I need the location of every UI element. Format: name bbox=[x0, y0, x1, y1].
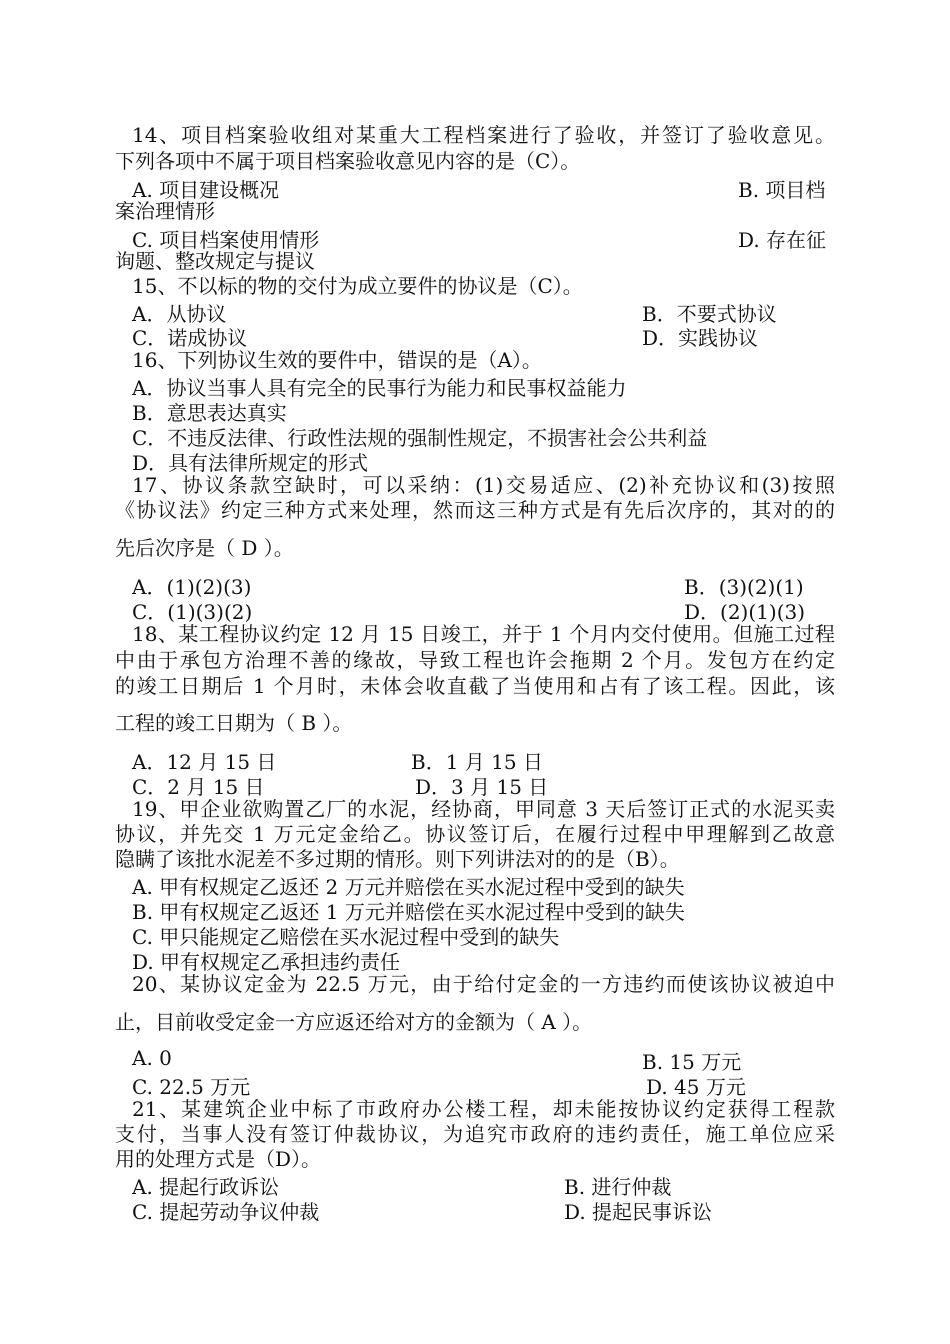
option-19-b: B. 甲有权规定乙返还 1 万元并赔偿在买水泥过程中受到的缺失 bbox=[132, 900, 685, 924]
question-18-line-4: 工程的竣工日期为（ B ）。 bbox=[115, 711, 353, 735]
option-20-a: A. 0 bbox=[132, 1046, 172, 1070]
question-17-line-2: 《协议法》约定三种方式来处理，然而这三种方式是有先后次序的，其对的的 bbox=[115, 498, 835, 522]
option-21-b: B. 进行仲裁 bbox=[564, 1175, 672, 1199]
question-21-line-2: 支付，当事人没有签订仲裁协议，为追究市政府的违约责任，施工单位应采 bbox=[115, 1122, 835, 1146]
option-17-b: B．(3)(2)(1) bbox=[684, 575, 804, 599]
question-19-line-1: 19、甲企业欲购置乙厂的水泥，经协商，甲同意 3 天后签订正式的水泥买卖 bbox=[132, 797, 835, 821]
option-19-c: C. 甲只能规定乙赔偿在买水泥过程中受到的缺失 bbox=[132, 925, 560, 949]
question-21-line-1: 21、某建筑企业中标了市政府办公楼工程，却未能按协议约定获得工程款 bbox=[132, 1097, 835, 1121]
question-19-line-3: 隐瞒了该批水泥差不多过期的情形。则下列讲法对的的是（B）。 bbox=[115, 847, 680, 871]
question-18-line-1: 18、某工程协议约定 12 月 15 日竣工，并于 1 个月内交付使用。但施工过程 bbox=[132, 622, 835, 646]
question-14-line-1: 14、项目档案验收组对某重大工程档案进行了验收，并签订了验收意见。 bbox=[132, 123, 835, 147]
question-20-line-1: 20、某协议定金为 22.5 万元，由于给付定金的一方违约而使该协议被迫中 bbox=[132, 972, 835, 996]
option-16-a: A．协议当事人具有完全的民事行为能力和民事权益能力 bbox=[132, 376, 627, 400]
question-18-line-2: 中由于承包方治理不善的缘故，导致工程也许会拖期 2 个月。发包方在约定 bbox=[115, 648, 835, 672]
option-15-b: B．不要式协议 bbox=[642, 302, 777, 326]
option-18-c: C．2 月 15 日 bbox=[132, 775, 265, 799]
option-18-d: D．3 月 15 日 bbox=[415, 775, 549, 799]
option-15-c: C．诺成协议 bbox=[132, 326, 248, 350]
option-21-d: D. 提起民事诉讼 bbox=[564, 1200, 713, 1224]
question-17-line-3: 先后次序是（ D ）。 bbox=[115, 536, 294, 560]
question-15-line-1: 15、不以标的物的交付为成立要件的协议是（C）。 bbox=[132, 274, 583, 298]
option-14-a: A. 项目建设概况 bbox=[132, 178, 280, 202]
question-20-line-2: 止，目前收受定金一方应返还给对方的金额为（ A ）。 bbox=[115, 1010, 593, 1034]
option-14-b: B. 项目档 bbox=[738, 178, 826, 202]
option-20-c: C. 22.5 万元 bbox=[132, 1075, 251, 1099]
question-17-line-1: 17、协议条款空缺时，可以采纳：(1)交易适应、(2)补充协议和(3)按照 bbox=[132, 473, 835, 497]
question-21-line-3: 用的处理方式是（D）。 bbox=[115, 1147, 322, 1171]
option-21-c: C. 提起劳动争议仲裁 bbox=[132, 1200, 320, 1224]
option-20-b: B. 15 万元 bbox=[642, 1050, 742, 1074]
option-17-c: C．(1)(3)(2) bbox=[132, 600, 253, 624]
option-15-a: A．从协议 bbox=[132, 302, 227, 326]
option-14-d-cont: 询题、整改规定与提议 bbox=[115, 249, 315, 273]
option-18-b: B．1 月 15 日 bbox=[411, 750, 543, 774]
question-18-line-3: 的竣工日期后 1 个月时，未体会收直截了当使用和占有了该工程。因此，该 bbox=[115, 674, 835, 698]
option-16-d: D．具有法律所规定的形式 bbox=[132, 451, 369, 475]
question-16-line-1: 16、下列协议生效的要件中，错误的是（A）。 bbox=[132, 348, 542, 372]
option-14-d: D. 存在征 bbox=[738, 228, 827, 252]
question-19-line-2: 协议，并先交 1 万元定金给乙。协议签订后，在履行过程中甲理解到乙故意 bbox=[115, 822, 835, 846]
option-16-c: C．不违反法律、行政性法规的强制性规定，不损害社会公共利益 bbox=[132, 426, 708, 450]
option-18-a: A．12 月 15 日 bbox=[132, 750, 277, 774]
option-21-a: A. 提起行政诉讼 bbox=[132, 1175, 280, 1199]
option-17-d: D．(2)(1)(3) bbox=[684, 600, 806, 624]
option-16-b: B．意思表达真实 bbox=[132, 401, 287, 425]
option-17-a: A．(1)(2)(3) bbox=[132, 575, 252, 599]
option-19-d: D. 甲有权规定乙承担违约责任 bbox=[132, 950, 401, 974]
option-14-c: C. 项目档案使用情形 bbox=[132, 228, 320, 252]
option-20-d: D. 45 万元 bbox=[646, 1075, 746, 1099]
option-14-b-cont: 案治理情形 bbox=[115, 199, 215, 223]
question-14-line-2: 下列各项中不属于项目档案验收意见内容的是（C）。 bbox=[115, 149, 581, 173]
option-15-d: D．实践协议 bbox=[642, 326, 759, 350]
option-19-a: A. 甲有权规定乙返还 2 万元并赔偿在买水泥过程中受到的缺失 bbox=[132, 875, 685, 899]
